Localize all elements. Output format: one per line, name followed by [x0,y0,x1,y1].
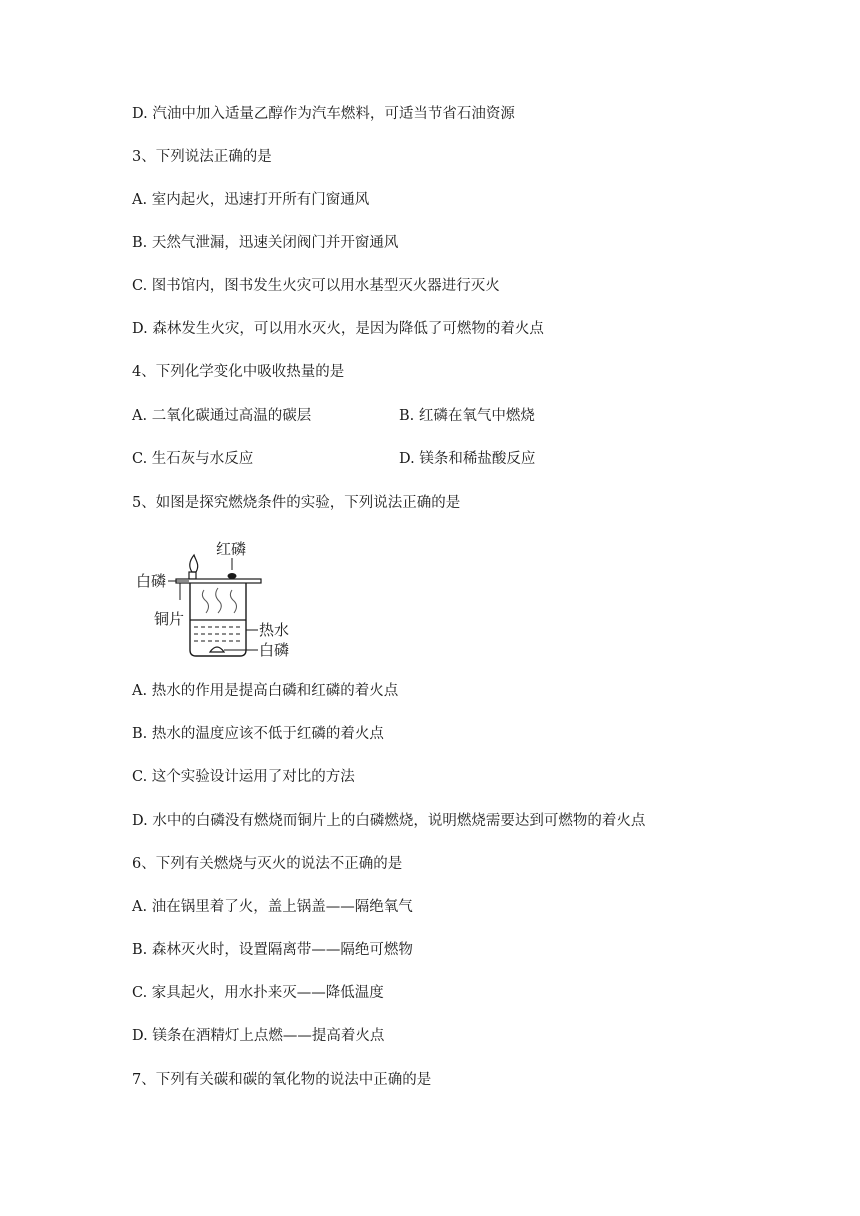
q3-option-d: D. 森林发生火灾，可以用水灭火，是因为降低了可燃物的着火点 [132,321,544,337]
q5-option-a: A. 热水的作用是提高白磷和红磷的着火点 [132,683,399,699]
q5-option-c: C. 这个实验设计运用了对比的方法 [132,769,355,785]
q2-option-d: D. 汽油中加入适量乙醇作为汽车燃料，可适当节省石油资源 [132,106,515,122]
q3-option-a: A. 室内起火，迅速打开所有门窗通风 [132,192,370,208]
q5-option-d: D. 水中的白磷没有燃烧而铜片上的白磷燃烧，说明燃烧需要达到可燃物的着火点 [132,813,646,829]
q4-stem: 4、下列化学变化中吸收热量的是 [132,364,345,380]
q6-stem: 6、下列有关燃烧与灭火的说法不正确的是 [132,856,403,872]
q3-option-c: C. 图书馆内，图书发生火灾可以用水基型灭火器进行灭火 [132,278,500,294]
vapor-wisp [230,590,236,613]
label-hot-water: 热水 [259,621,290,639]
q4-option-a: A. 二氧化碳通过高温的碳层 [132,408,312,424]
vapor-wisp [216,588,222,613]
q5-option-b: B. 热水的温度应该不低于红磷的着火点 [132,726,384,742]
q3-stem: 3、下列说法正确的是 [132,149,272,165]
underwater-white-phosphorus [210,647,224,652]
q4-option-b: B. 红磷在氧气中燃烧 [399,408,535,424]
q6-option-d: D. 镁条在酒精灯上点燃——提高着火点 [132,1028,385,1044]
q3-option-b: B. 天然气泄漏，迅速关闭阀门并开窗通风 [132,235,399,251]
q4-option-d: D. 镁条和稀盐酸反应 [399,451,536,467]
flame-icon [190,555,198,572]
q6-option-a: A. 油在锅里着了火，盖上锅盖——隔绝氧气 [132,899,413,915]
q7-stem: 7、下列有关碳和碳的氧化物的说法中正确的是 [132,1072,432,1088]
combustion-experiment-figure [134,538,304,663]
red-phosphorus-sample [228,573,237,579]
label-copper: 铜片 [154,610,185,628]
q4-option-c: C. 生石灰与水反应 [132,451,254,467]
q6-option-b: B. 森林灭火时，设置隔离带——隔绝可燃物 [132,942,413,958]
label-white-phosphorus-top: 白磷 [136,572,167,590]
q5-stem: 5、如图是探究燃烧条件的实验，下列说法正确的是 [132,495,461,511]
white-phosphorus-sample [189,572,196,579]
label-red-phosphorus: 红磷 [216,540,247,558]
label-white-phosphorus-bottom: 白磷 [259,641,290,659]
q6-option-c: C. 家具起火，用水扑来灭——降低温度 [132,985,384,1001]
vapor-wisp [202,590,208,613]
